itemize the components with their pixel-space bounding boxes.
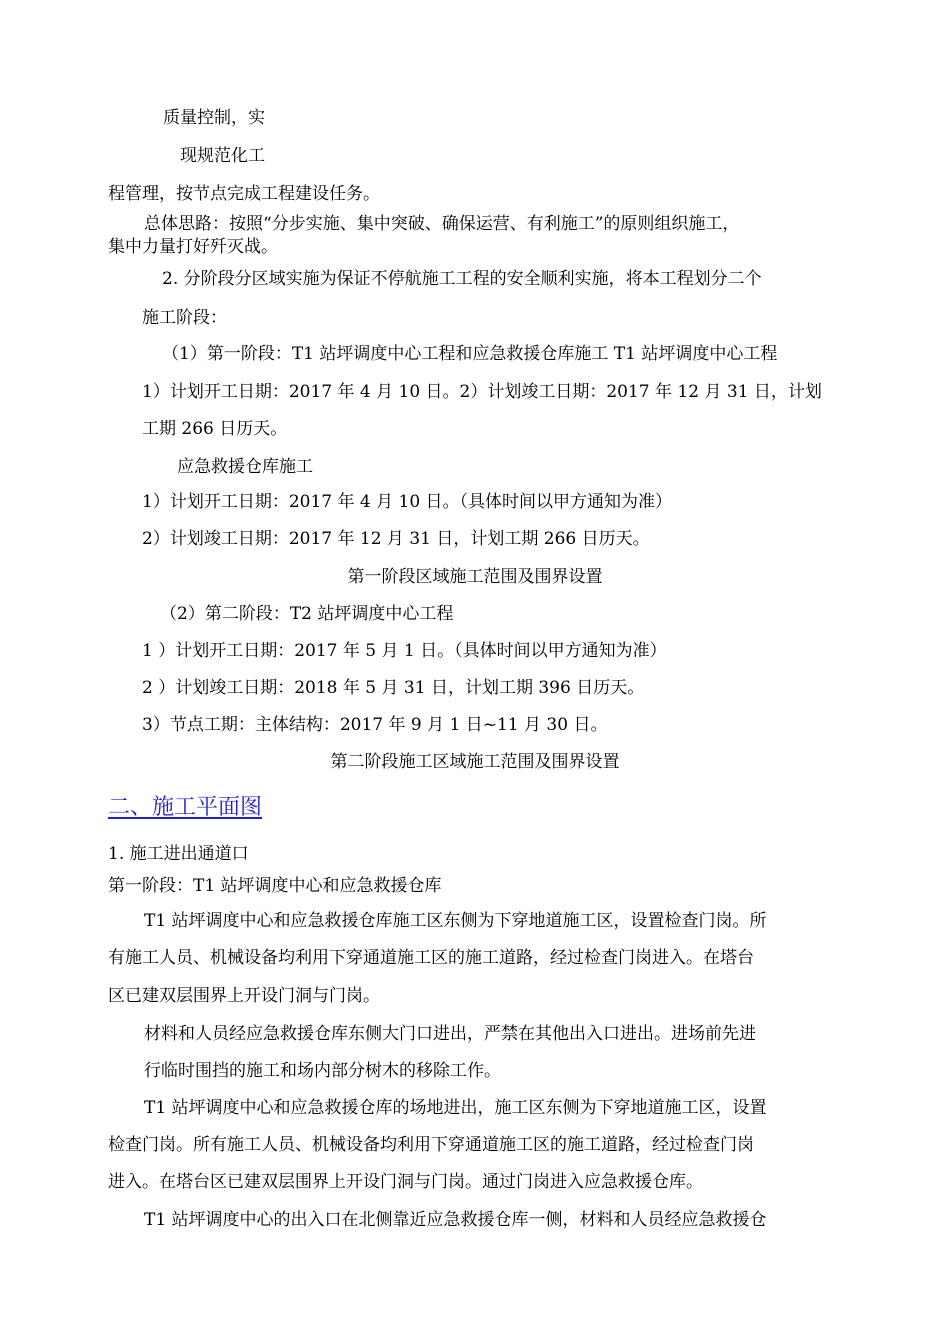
text-line-warehouse-finish: 2）计划竣工日期：2017 年 12 月 31 日，计划工期 266 日历天。 [142, 529, 650, 549]
text-line-phase-two-finish: 2 ）计划竣工日期：2018 年 5 月 31 日，计划工期 396 日历天。 [142, 678, 645, 698]
text-line-standardize: 现规范化工 [180, 146, 265, 166]
text-line-concentrate-forces: 集中力量打好歼灭战。 [108, 237, 278, 257]
text-line-phase-two: （2）第二阶段：T2 站坪调度中心工程 [160, 604, 454, 624]
text-line-construction-phases: 施工阶段： [142, 308, 227, 328]
text-line-paragraph-3-line-2: 检查门岗。所有施工人员、机械设备均利用下穿通道施工区的施工道路，经过检查门岗 [108, 1135, 754, 1155]
text-line-paragraph-3-line-3: 进入。在塔台区已建双层围界上开设门洞与门岗。通过门岗进入应急救援仓库。 [108, 1172, 703, 1192]
text-line-phase-two-boundary: 第二阶段施工区域施工范围及围界设置 [330, 752, 620, 772]
text-line-phase-one-duration: 工期 266 日历天。 [142, 419, 288, 439]
text-line-paragraph-1-line-2: 有施工人员、机械设备均利用下穿通道施工区的施工道路，经过检查门岗进入。在塔台 [108, 948, 754, 968]
text-line-paragraph-1-line-1: T1 站坪调度中心和应急救援仓库施工区东侧为下穿地道施工区，设置检查门岗。所 [144, 911, 767, 931]
text-line-warehouse-construction: 应急救援仓库施工 [177, 457, 313, 477]
text-line-paragraph-3-line-1: T1 站坪调度中心和应急救援仓库的场地进出，施工区东侧为下穿地道施工区，设置 [144, 1098, 767, 1118]
text-line-phased-implementation: 2. 分阶段分区域实施为保证不停航施工工程的安全顺利实施，将本工程划分二个 [162, 269, 762, 289]
text-line-quality-control: 质量控制，实 [163, 108, 265, 128]
text-line-milestone: 3）节点工期：主体结构：2017 年 9 月 1 日~11 月 30 日。 [142, 715, 608, 735]
text-line-overall-approach: 总体思路：按照“分步实施、集中突破、确保运营、有利施工”的原则组织施工， [144, 214, 740, 234]
text-line-paragraph-4-line-1: T1 站坪调度中心的出入口在北侧靠近应急救援仓库一侧，材料和人员经应急救援仓 [144, 1210, 767, 1230]
text-line-phase-one-boundary: 第一阶段区域施工范围及围界设置 [347, 567, 603, 587]
text-line-project-management: 程管理，按节点完成工程建设任务。 [108, 184, 380, 204]
text-line-paragraph-1-line-3: 区已建双层围界上开设门洞与门岗。 [108, 986, 380, 1006]
text-line-phase-one: （1）第一阶段：T1 站坪调度中心工程和应急救援仓库施工 T1 站坪调度中心工程 [162, 344, 778, 364]
text-line-access-entrance: 1. 施工进出通道口 [108, 844, 249, 864]
text-line-warehouse-start: 1）计划开工日期：2017 年 4 月 10 日。（具体时间以甲方通知为准） [142, 492, 673, 512]
text-line-phase-one-subtitle: 第一阶段：T1 站坪调度中心和应急救援仓库 [108, 876, 442, 896]
text-line-phase-two-start: 1 ）计划开工日期：2017 年 5 月 1 日。（具体时间以甲方通知为准） [142, 641, 667, 661]
text-line-paragraph-2-line-2: 行临时围挡的施工和场内部分树木的移除工作。 [144, 1061, 501, 1081]
text-line-phase-one-dates: 1）计划开工日期：2017 年 4 月 10 日。2）计划竣工日期：2017 年 12 月 31 日，计划 [142, 382, 822, 402]
section-heading-site-plan[interactable]: 二、施工平面图 [108, 795, 263, 820]
text-line-paragraph-2-line-1: 材料和人员经应急救援仓库东侧大门口进出，严禁在其他出入口进出。进场前先进 [144, 1024, 756, 1044]
